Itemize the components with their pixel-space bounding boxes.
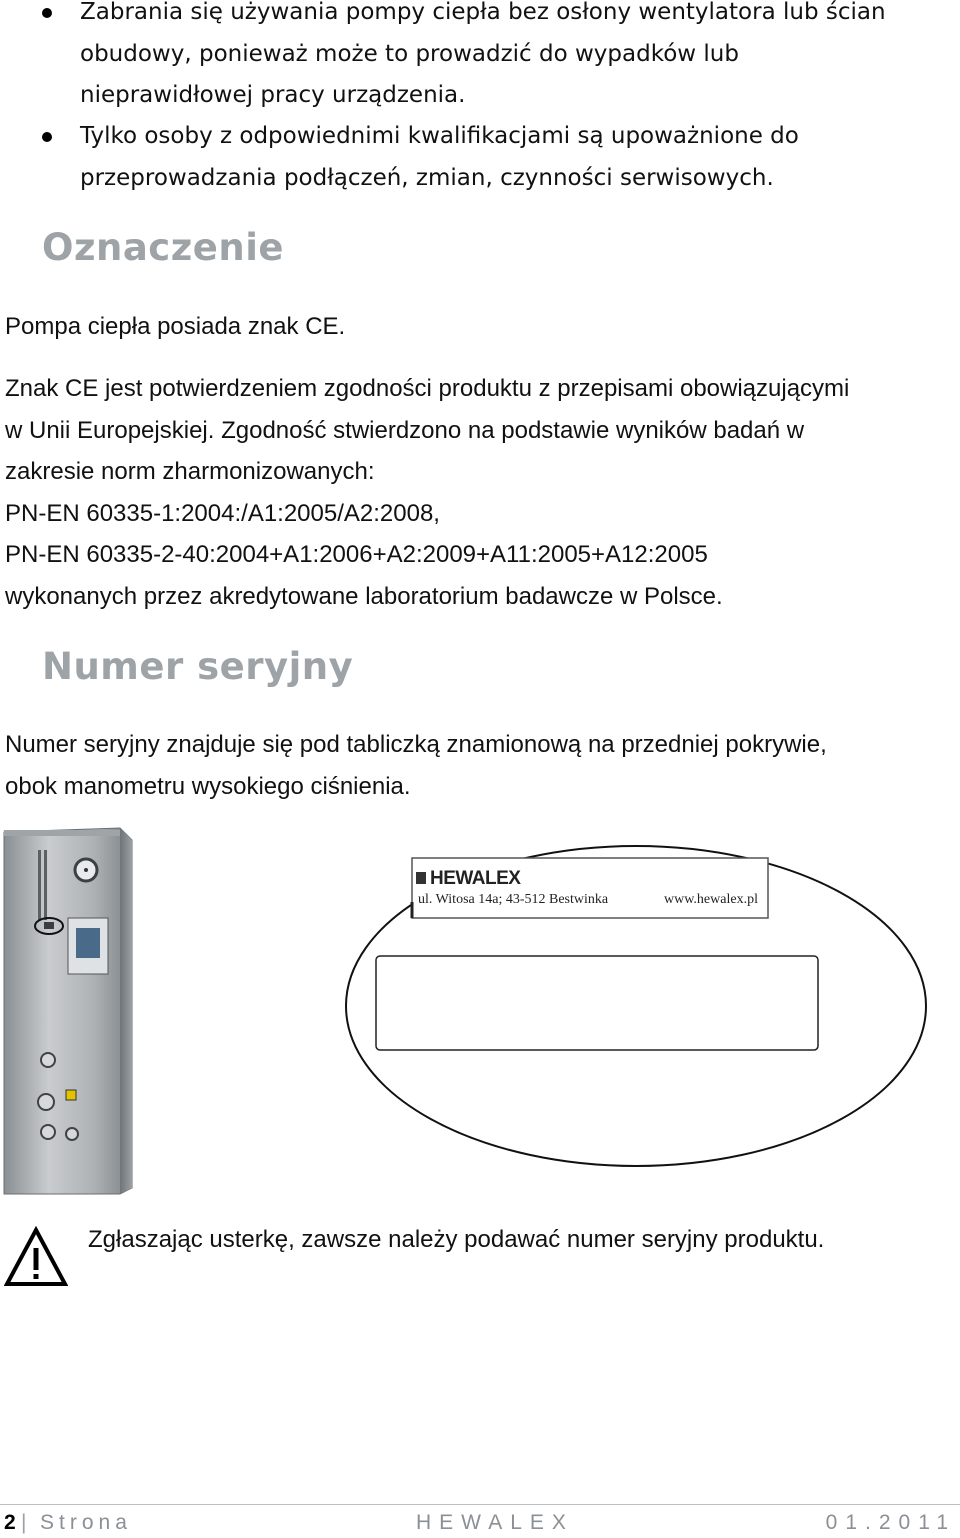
paragraph-serial (5, 724, 955, 807)
footer-page-label: Strona (40, 1511, 132, 1534)
text-line: Pompa ciepła posiada znak CE. (5, 313, 346, 340)
footer-separator: | (21, 1511, 27, 1534)
paragraph-ce (5, 306, 955, 348)
bullet-line: Zabrania się używania pompy ciepła bez osłony wentylatora lub ścian (80, 0, 886, 25)
text-line: PN-EN 60335-1:2004:/A1:2005/A2:2008, (5, 499, 440, 527)
bullet-line: przeprowadzania podłączeń, zmian, czynności serwisowych. (80, 164, 774, 191)
bullet-icon (42, 8, 52, 18)
text-line: PN-EN 60335-2-40:2004+A1:2006+A2:2009+A11:2005+A12:2005 (5, 541, 708, 568)
section-heading-marking: Oznaczenie (42, 226, 284, 269)
warning-triangle-icon (4, 1226, 68, 1288)
text-line: Znak CE jest potwierdzeniem zgodności produktu z przepisami obowiązującymi (5, 375, 850, 402)
footer-brand: HEWALEX (416, 1511, 574, 1534)
heat-pump-photo (0, 826, 960, 1206)
bullet-line: nieprawidłowej pracy urządzenia. (80, 82, 466, 108)
text-line: Numer seryjny znajduje się pod tabliczką znamionową na przedniej pokrywie, (5, 731, 827, 758)
text-line: wykonanych przez akredytowane laboratorium badawcze w Polsce. (5, 582, 723, 610)
page-footer (4, 1508, 956, 1538)
nameplate-url: www.hewalex.pl (664, 892, 758, 907)
nameplate-address: ul. Witosa 14a; 43-512 Bestwinka (418, 892, 609, 907)
footer-date: 01.2011 (825, 1511, 956, 1534)
serial-label-placeholder (376, 956, 818, 1050)
text-line: obok manometru wysokiego ciśnienia. (5, 772, 411, 800)
bullet-item (80, 0, 940, 117)
bullet-item (80, 116, 940, 199)
bullet-icon (42, 132, 52, 142)
footer-divider (0, 1504, 960, 1505)
warning-text: Zgłaszając usterkę, zawsze należy podawać numer seryjny produktu. (88, 1226, 825, 1253)
text-line: w Unii Europejskiej. Zgodność stwierdzono na podstawie wyników badań w (5, 416, 805, 444)
page-number: 2 (4, 1511, 16, 1534)
warning-sticker-icon (66, 1090, 76, 1100)
section-heading-serial: Numer seryjny (42, 645, 354, 688)
nameplate-brand: HEWALEX (430, 868, 521, 889)
bullet-line: obudowy, ponieważ może to prowadzić do wypadków lub (80, 40, 739, 67)
bullet-line: Tylko osoby z odpowiednimi kwalifikacjami są upoważnione do (80, 123, 799, 149)
hewalex-logo-icon (416, 872, 426, 884)
text-line: zakresie norm zharmonizowanych: (5, 458, 375, 485)
paragraph-ce-details (5, 368, 955, 617)
